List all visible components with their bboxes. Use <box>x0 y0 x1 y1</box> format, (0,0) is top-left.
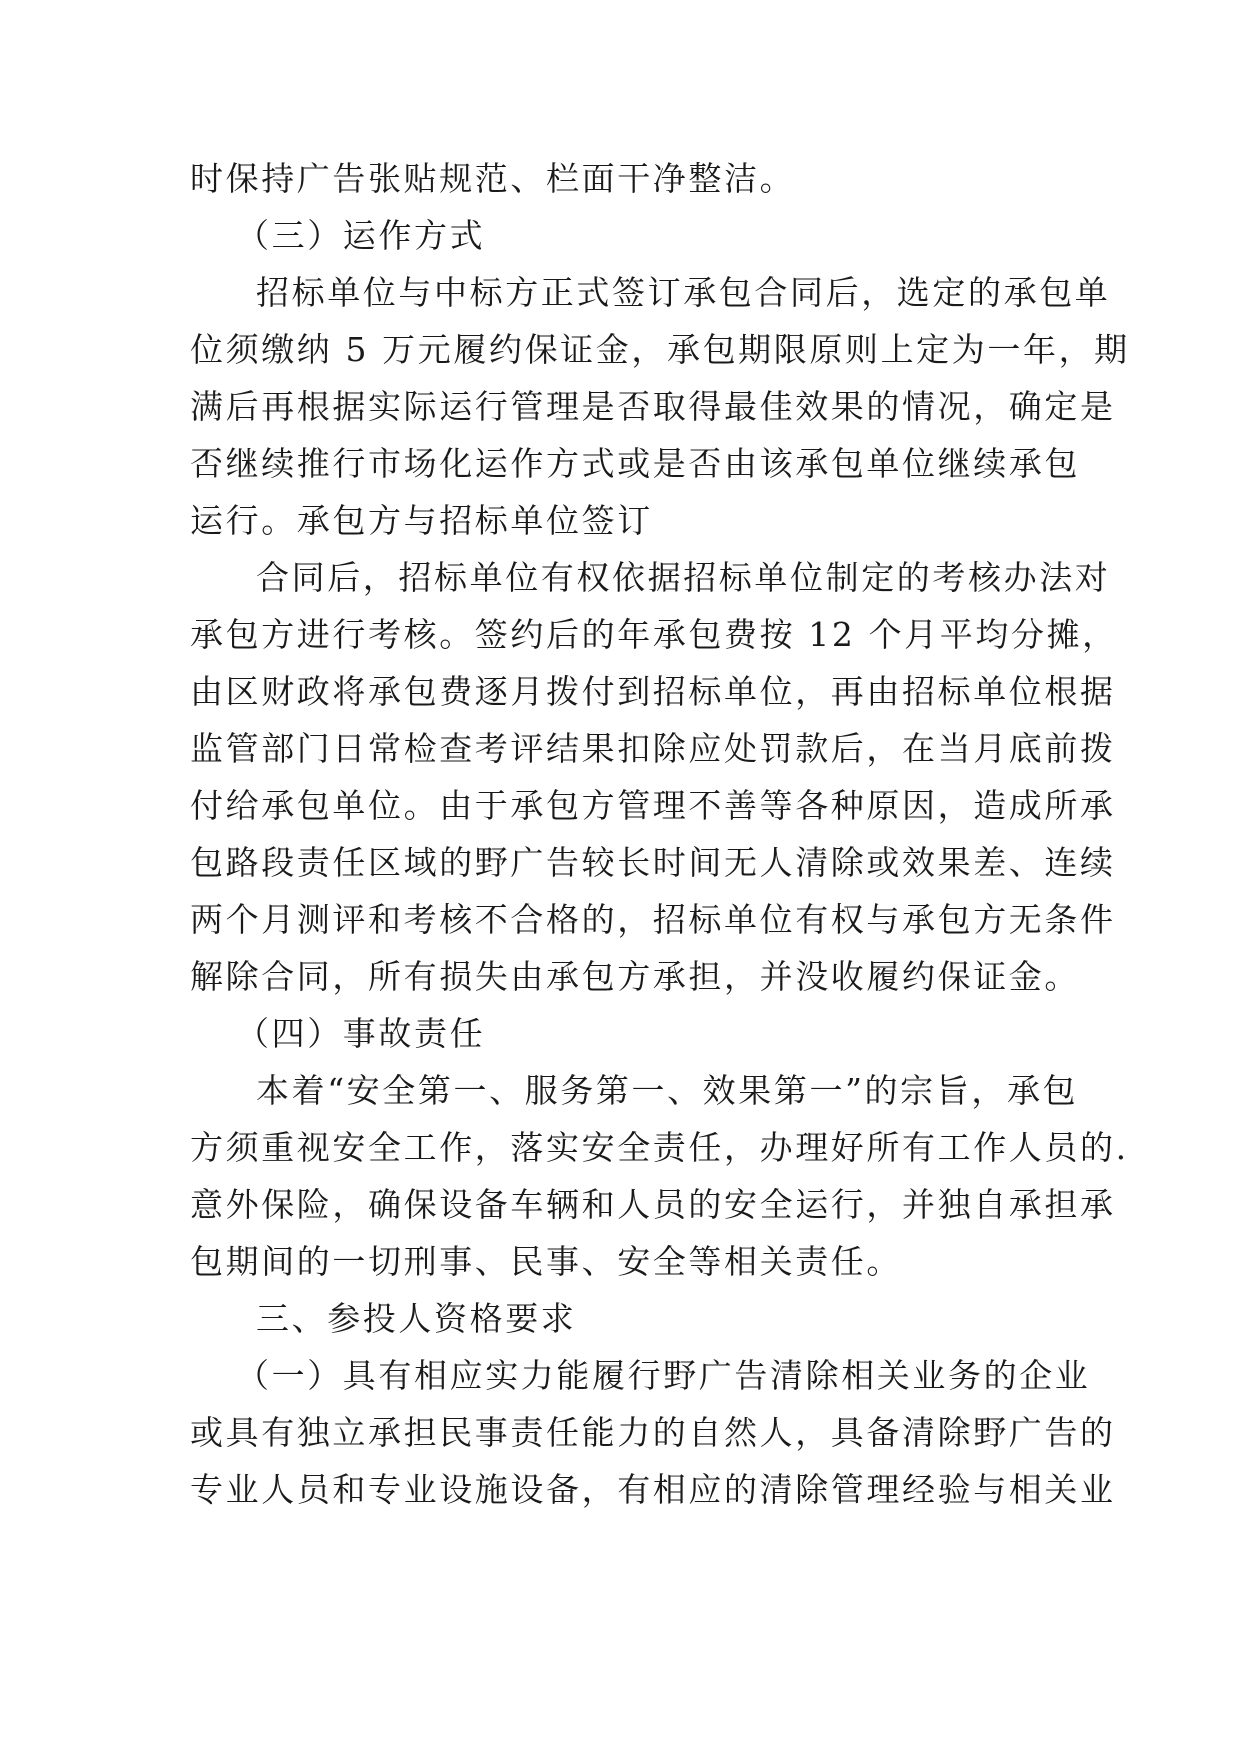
text-line: （一）具有相应实力能履行野广告清除相关业务的企业 <box>236 1356 1091 1395</box>
text-line: 解除合同，所有损失由承包方承担，并没收履约保证金。 <box>190 957 1080 996</box>
text-line: 满后再根据实际运行管理是否取得最佳效果的情况，确定是 <box>190 387 1116 426</box>
text-line: 本着“安全第一、服务第一、效果第一”的宗旨，承包 <box>256 1071 1079 1110</box>
text-line: 监管部门日常检查考评结果扣除应处罚款后，在当月底前拨 <box>190 729 1116 768</box>
text-line: 时保持广告张贴规范、栏面干净整洁。 <box>190 159 796 198</box>
section-heading: （三）运作方式 <box>236 216 486 255</box>
text-line: 或具有独立承担民事责任能力的自然人，具备清除野广告的 <box>190 1413 1116 1452</box>
text-line: 承包方进行考核。签约后的年承包费按 12 个月平均分摊， <box>190 615 1118 654</box>
text-line: 专业人员和专业设施设备，有相应的清除管理经验与相关业 <box>190 1470 1116 1509</box>
text-line: 意外保险，确保设备车辆和人员的安全运行，并独自承担承 <box>190 1185 1116 1224</box>
text-line: 包期间的一切刑事、民事、安全等相关责任。 <box>190 1242 902 1281</box>
text-line: 付给承包单位。由于承包方管理不善等各种原因，造成所承 <box>190 786 1116 825</box>
text-line: 合同后，招标单位有权依据招标单位制定的考核办法对 <box>256 558 1111 597</box>
text-line: 否继续推行市场化运作方式或是否由该承包单位继续承包 <box>190 444 1080 483</box>
text-line: 位须缴纳 5 万元履约保证金，承包期限原则上定为一年，期 <box>190 330 1130 369</box>
text-line: 方须重视安全工作，落实安全责任，办理好所有工作人员的. <box>190 1128 1129 1167</box>
section-heading: （四）事故责任 <box>236 1014 486 1053</box>
text-line: 包路段责任区域的野广告较长时间无人清除或效果差、连续 <box>190 843 1116 882</box>
text-line: 招标单位与中标方正式签订承包合同后，选定的承包单 <box>256 273 1111 312</box>
section-heading: 三、参投人资格要求 <box>256 1299 577 1338</box>
text-line: 运行。承包方与招标单位签订 <box>190 501 653 540</box>
text-line: 两个月测评和考核不合格的，招标单位有权与承包方无条件 <box>190 900 1116 939</box>
text-line: 由区财政将承包费逐月拨付到招标单位，再由招标单位根据 <box>190 672 1116 711</box>
